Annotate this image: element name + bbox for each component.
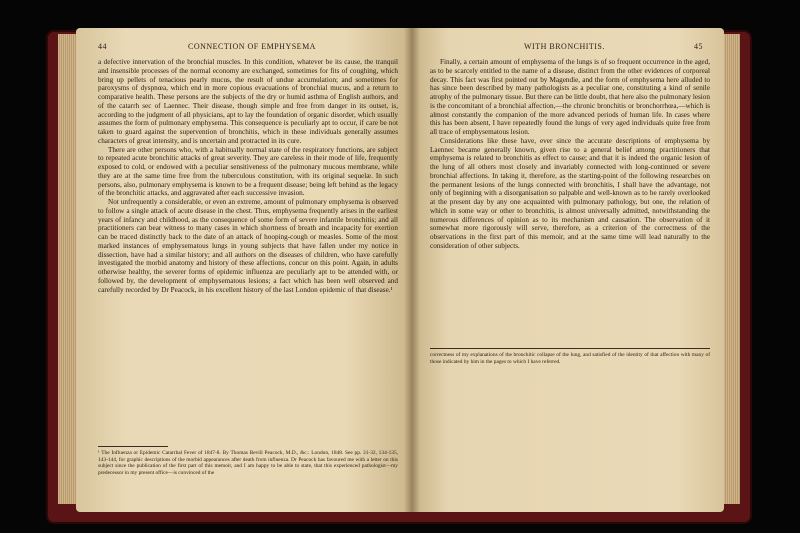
left-footnote-rule	[98, 446, 168, 447]
right-running-head: WITH BRONCHITIS.	[524, 42, 605, 51]
right-page-body	[430, 58, 710, 251]
right-footnote-rule	[430, 348, 710, 349]
left-page-body	[98, 58, 398, 294]
right-footnote: correctness of my explanations of the bronchitic collapse of the lung, and satisfied of the identity of that affection with many of those indicated by him in the pages to which I have referred.	[430, 352, 710, 365]
left-running-head: CONNECTION OF EMPHYSEMA	[188, 42, 316, 51]
right-page	[412, 28, 724, 512]
left-footnote: ¹ The Influenza or Epidemic Catarrhal Fever of 1847-8. By Thomas Bevill Peacock, M.D., &c.: London, 1848. See pp. 31-32, 134-135, 143-144, for graphic descriptions of the morbid appearances after death from influenza. Dr Peacock has favoured me with a letter on this subject since the publication of the first part of this memoir, and I am happy to be able to state, that this experienced pathologist—my predecessor in my present office—is convinced of the	[98, 450, 398, 476]
right-paragraph: Finally, a certain amount of emphysema of the lungs is of so frequent occurrence in the aged, as to be scarcely entitled to the name of a disease, distinct from the other evidences of corporeal decay. This fact was first pointed out by Magendie, and the form of emphysema here alluded to has since been described by many pathologists as a peculiar one, constituting a kind of senile atrophy of the pulmonary tissue. But there can be little doubt, that here also the pulmonary lesion is the concomitant of a bronchial affection,—the chronic bronchitis or bronchorrhœa,—which is almost constantly the companion of the more advanced periods of human life. In cases where this has been absent, I have repeatedly found the lungs of very aged individuals quite free from all trace of emphysematous lesion.	[430, 58, 710, 136]
book-gutter	[404, 28, 420, 512]
left-paragraph: a defective innervation of the bronchial muscles. In this condition, whatever be its cause, the tranquil and insensible processes of the normal economy are exchanged, sometimes for fits of coughing, which bring up pellets of tenacious pearly mucus, the result of undue accumulation; and sometimes for paroxysms of dyspnœa, which end in more copious evacuations of bronchial mucus, and a return to comparative health. These persons are the subjects of the dry or humid asthma of English authors, and of the catarrh sec of Laennec. Their disease, though simple and free from danger in its outset, is, according to the judgment of all physicians, apt to lay the foundation of organic disorder, which usually assumes the form of pulmonary emphysema. This consequence is peculiarly apt to occur, if care be not taken to guard against the supervention of bronchitis, which in these individuals generally assumes characters of great intensity, and is uncertain and protracted in its cure.	[98, 58, 398, 145]
page-edges-right	[722, 34, 740, 504]
left-page	[76, 28, 412, 512]
left-paragraph: Not unfrequently a considerable, or even an extreme, amount of pulmonary emphysema is observed to follow a single attack of acute disease in the chest. Thus, emphysema frequently arises in the earliest years of infancy and childhood, as the consequence of some form of severe infantile bronchitis; and all practitioners can bear witness to many cases in which shortness of breath and incapacity for exertion can be traced distinctly back to the date of an attack of hooping-cough or measles. Some of the most marked instances of emphysematous lungs in young subjects that have fallen under my notice in dissection, have had a similar history; and all authors on the diseases of children, who have carefully investigated the morbid anatomy and history of these affections, concur on this point. Again, in adults otherwise healthy, the severer forms of epidemic influenza are peculiarly apt to be attended with, or followed by, the development of emphysematous lesions; a fact which has been well observed and carefully recorded by Dr Peacock, in his excellent history of the last London epidemic of that disease.¹	[98, 198, 398, 294]
right-page-number: 45	[694, 42, 703, 51]
right-paragraph: Considerations like these have, ever since the accurate descriptions of emphysema by Laennec became generally known, given rise to a general belief among practitioners that emphysema is related to bronchitis as effect to cause; and that it is indeed the organic lesion of the lung of all others most closely and invariably connected with long-continued or severe bronchial affections. In taking it, therefore, as the starting-point of the following researches on the permanent lesions of the lungs connected with bronchitis, I shall have the advantage, not only of beginning with a disorganisation so palpable and well-known as to be rarely overlooked at the present day by any one acquainted with pulmonary pathology, but one, the relation of which in some way or other to bronchitis, is almost universally admitted, notwithstanding the numerous differences of opinion as to its mechanism and causation. The observation of it somewhat more rigorously will serve, therefore, as a criterion of the correctness of the observations in the first part of this memoir, and at the same time will lead naturally to the consideration of other subjects.	[430, 136, 710, 250]
open-book	[48, 22, 750, 522]
left-page-number: 44	[98, 42, 107, 51]
left-paragraph: There are other persons who, with a habitually normal state of the respiratory functions, are subject to repeated acute bronchitic attacks of great severity. They are careless in their mode of life, frequently exposed to cold, or endowed with a peculiar sensitiveness of the pulmonary mucous membrane, while they are at the same time free from the tuberculous constitution, with its original sequelæ. In such persons, also, pulmonary emphysema is known to be a frequent disease; being left behind as the legacy of the bronchitic attacks, and aggravated after each successive invasion.	[98, 145, 398, 198]
